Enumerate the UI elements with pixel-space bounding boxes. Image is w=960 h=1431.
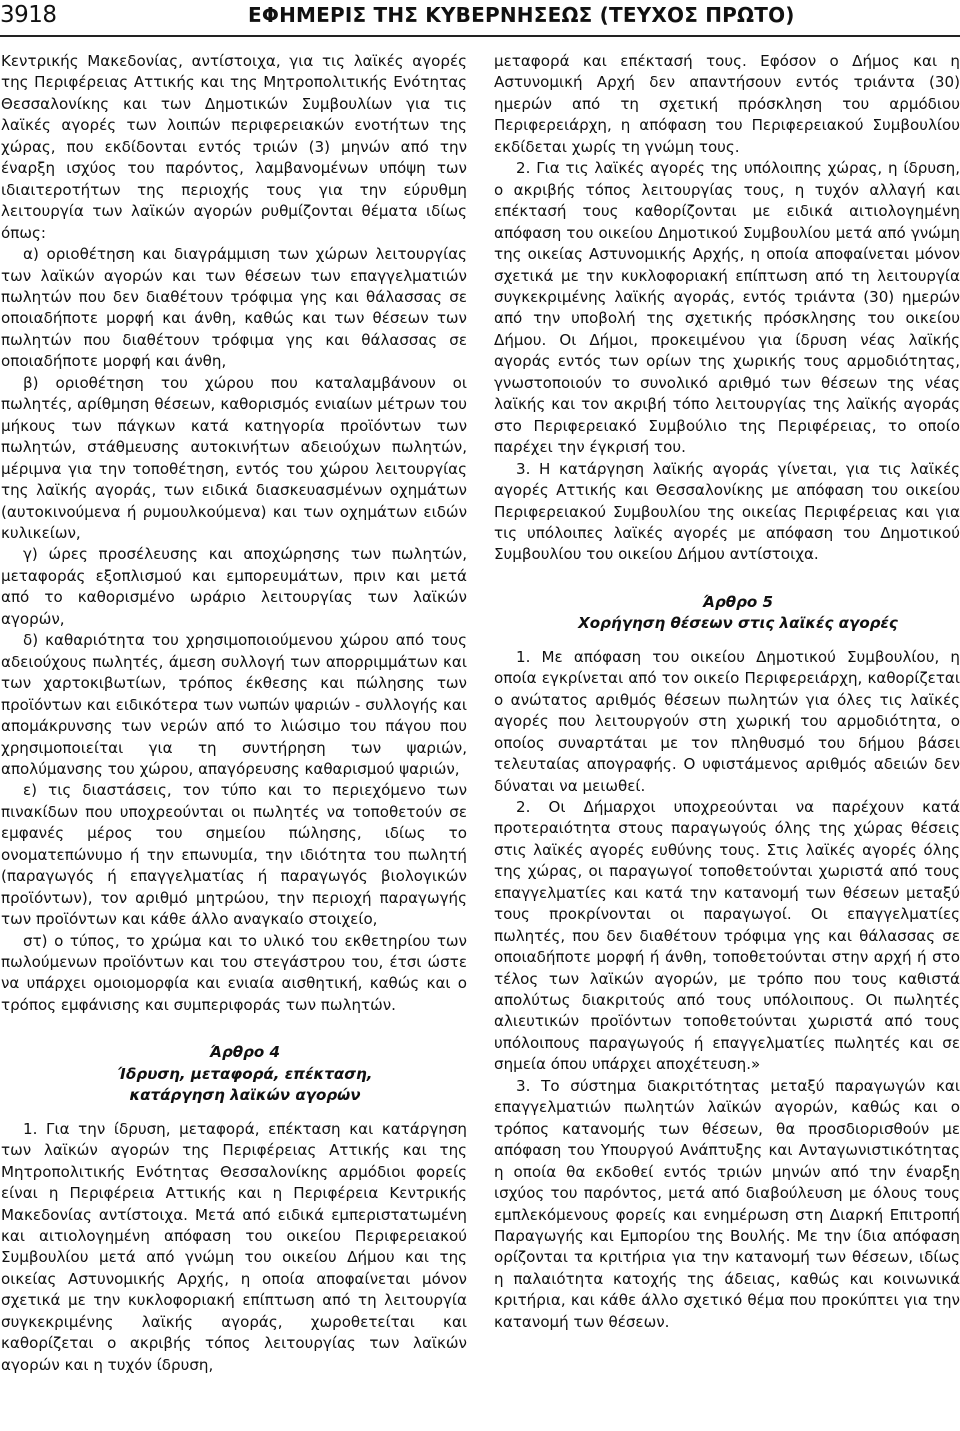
spacer: [1, 1107, 467, 1119]
page-number: 3918: [0, 2, 57, 28]
article-5-paragraph-2: 2. Οι Δήμαρχοι υποχρεούνται να παρέχουν κατά προτεραιότητα στους παραγωγούς όλης της χώρας θέσεις στις λαϊκές αγορές ευθύνης τους. Στις λαϊκές αγορές όλης της χώρας, οι παραγωγοί τοποθετούνται χωριστά από τους επαγγελματίες και κατά την κατανομή των θέσεων μεταξύ τους προκρίνονται οι παραγωγοί. Οι επαγγελματίες πωλητές, που δεν διαθέτουν τρόφιμα γης και θάλασσας σε οποιαδήποτε μορφή ή άνθη, τοποθετούνται στην αρχή ή στο τέλος των λαϊκών αγορών, με τρόπο που τους καθιστά απολύτως διακριτούς από τους υπόλοιπους. Οι πωλητές αλιευτικών προϊόντων τοποθετούνται χωριστά από τους υπόλοιπους παραγωγούς ή επαγγελματίες πωλητές και σε σημεία όπου υπάρχει αποχέτευση.»: [494, 797, 960, 1074]
article-4-paragraph-3: 3. Η κατάργηση λαϊκής αγοράς γίνεται, για τις λαϊκές αγορές Αττικής και Θεσσαλονίκης με απόφαση του οικείου Περιφερειακού Συμβουλίου της οικείας Περιφέρειας και για τις υπόλοιπες λαϊκές αγορές με απόφαση του Δημοτικού Συμβουλίου του οικείου Δήμου αντίστοιχα.: [494, 459, 960, 564]
paragraph-item-b: β) οριοθέτηση του χώρου που καταλαμβάνουν οι πωλητές, αρίθμηση θέσεων, καθορισμός ενιαίων μέτρων του μήκους των πάγκων κατά κατηγορία προϊόντων των πωλητών, στάθμευσης αυτοκινήτων αδειούχων πωλητών, μέριμνα για την τοποθέτηση, εντός του χώρου λειτουργίας της λαϊκής αγοράς, των ειδικά διασκευασμένων οχημάτων (αυτοκινούμενα ή ρυμουλκούμενα) και των οχημάτων ειδών κυλικείων,: [1, 373, 467, 542]
paragraph-continuation: μεταφορά και επέκτασή τους. Εφόσον ο Δήμος και η Αστυνομική Αρχή δεν απαντήσουν εντός τριάντα (30) ημερών από τη σχετική πρόσκληση του αρμόδιου Περιφερειάρχη, η απόφαση του Περιφερειακού Συμβουλίου εκδίδεται χωρίς τη γνώμη τους.: [494, 52, 960, 156]
spacer: [1, 1016, 467, 1042]
article-5-title: Χορήγηση θέσεων στις λαϊκές αγορές: [578, 614, 898, 633]
page-header: [0, 0, 960, 36]
paragraph-item-st: στ) ο τύπος, το χρώμα και το υλικό του εκθετηρίου των πωλούμενων προϊόντων και του στεγάστρου του, έτσι ώστε να υπάρχει ομοιομορφία και ενιαία αισθητική, καθώς και ο τρόπος εμφάνισης και συμπεριφοράς των πωλητών.: [1, 931, 467, 1014]
article-4-paragraph-1: 1. Για την ίδρυση, μεταφορά, επέκταση και κατάργηση των λαϊκών αγορών της Περιφέρειας Αττικής και της Μητροπολιτικής Ενότητας Θεσσαλονίκης αρμόδιοι φορείς είναι η Περιφέρεια Αττικής και η Περιφέρεια Κεντρικής Μακεδονίας αντίστοιχα. Μετά από ειδικά εμπεριστατωμένη και αιτιολογημένη απόφαση του οικείου Περιφερειακού Συμβουλίου μετά από γνώμη του οικείου Δήμου και της οικείας Αστυνομικής Αρχής, η οποία αποφαίνεται μόνον σχετικά με την κυκλοφοριακή επίπτωση από τη λειτουργία συγκεκριμένης λαϊκής αγοράς, χωροθετείται και καθορίζεται ο ακριβής τόπος λειτουργίας των λαϊκών αγορών και η τυχόν ίδρυση,: [1, 1119, 467, 1374]
header-rule: [0, 35, 960, 37]
article-4-number: Άρθρο 4: [209, 1043, 281, 1062]
article-4-title-line1: Ίδρυση, μεταφορά, επέκταση,: [117, 1064, 373, 1083]
article-5-number: Άρθρο 5: [702, 592, 774, 611]
paragraph-item-d: δ) καθαριότητα του χρησιμοποιούμενου χώρου από τους αδειούχους πωλητές, άμεση συλλογή των απορριμμάτων και των χαρτοκιβωτίων, τρόπος έκθεσης και πώλησης των προϊόντων και ειδικότερα των νωπών ψαριών - συλλογής και απομάκρυνσης των νερών από το λιώσιμο του πάγου που χρησιμοποιείται για τη συντήρηση των ψαριών, απολύμανσης του χώρου, απαγόρευσης καθαρισμού ψαριών,: [1, 631, 467, 778]
paragraph-intro: Κεντρικής Μακεδονίας, αντίστοιχα, για τις λαϊκές αγορές της Περιφέρειας Αττικής και της Μητροπολιτικής Ενότητας Θεσσαλονίκης και των Δημοτικών Συμβουλίων για τις λαϊκές αγορές των λοιπών περιφερειακών ενοτήτων της χώρας, που εκδίδονται εντός τριών (3) μηνών από την έναρξη ισχύος του παρόντος, λαμβανομένων υπόψη των ιδιαιτεροτήτων της περιοχής τους για την εύρυθμη λειτουργία των λαϊκών αγορών ρυθμίζονται θέματα ιδίως όπως:: [1, 52, 467, 242]
gazette-title: ΕΦΗΜΕΡΙΣ ΤΗΣ ΚΥΒΕΡΝΗΣΕΩΣ (ΤΕΥΧΟΣ ΠΡΩΤΟ): [248, 3, 795, 27]
article-5-paragraph-1: 1. Με απόφαση του οικείου Δημοτικού Συμβουλίου, η οποία εγκρίνεται από τον οικείο Περιφερειάρχη, καθορίζεται ο ανώτατος αριθμός θέσεων πωλητών για όλες τις λαϊκές αγορές που λειτουργούν στη χωρική του αρμοδιότητα, ο οποίος συναρτάται με τον πληθυσμό του δήμου βάσει τελευταίας απογραφής. Ο υφιστάμενος αριθμός αδειών δεν δύναται να μειωθεί.: [494, 647, 960, 795]
right-column: [494, 51, 960, 1333]
paragraph-item-e: ε) τις διαστάσεις, τον τύπο και το περιεχόμενο των πινακίδων που υποχρεούνται οι πωλητές να τοποθετούν σε εμφανές μέρος του σημείου πώλησης, ιδίως το ονοματεπώνυμο ή την επωνυμία, την ιδιότητα του πωλητή (παραγωγός ή επαγγελματίας ή παραγωγός βιολογικών προϊόντων), τον αριθμό μητρώου, την περιοχή παραγωγής των προϊόντων και κάθε άλλο αναγκαίο στοιχείο,: [1, 781, 467, 929]
paragraph-item-a: α) οριοθέτηση και διαγράμμιση των χώρων λειτουργίας των λαϊκών αγορών και των θέσεων των επαγγελματιών πωλητών που δεν διαθέτουν τρόφιμα γης και θάλασσας σε οποιαδήποτε μορφή και άνθη, καθώς και των θέσεων των πωλητών που διαθέτουν τρόφιμα γης και θάλασσας σε οποιαδήποτε μορφή και άνθη,: [1, 245, 467, 371]
left-column: [1, 51, 467, 1376]
article-5-paragraph-3: 3. Το σύστημα διακριτότητας μεταξύ παραγωγών και επαγγελματιών πωλητών λαϊκών αγορών, καθώς και ο τρόπος κατανομής των θέσεων, θα προσδιορισθούν με απόφαση του Υπουργού Ανάπτυξης και Ανταγωνιστικότητας η οποία θα εκδοθεί εντός τριών μηνών από την έναρξη ισχύος του παρόντος, μετά από διαβούλευση με όλους τους εμπλεκόμενους φορείς και ενημέρωση στη Διαρκή Επιτροπή Παραγωγής και Εμπορίου της Βουλής. Με την ίδια απόφαση ορίζονται τα κριτήρια για την κατανομή των θέσεων, ιδίως η παλαιότητα κατοχής της άδειας, καθώς και κοινωνικά κριτήρια, και κάθε άλλο σχετικό θέμα που προκύπτει για την κατανομή των θέσεων.: [494, 1076, 960, 1331]
article-4-paragraph-2: 2. Για τις λαϊκές αγορές της υπόλοιπης χώρας, η ίδρυση, ο ακριβής τόπος λειτουργίας τους, η τυχόν αλλαγή και επέκτασή τους καθορίζονται με ειδικά αιτιολογημένη απόφαση του οικείου Δημοτικού Συμβουλίου μετά από γνώμη της οικείας Αστυνομικής Αρχής, η οποία αποφαίνεται μόνον σχετικά με την κυκλοφοριακή επίπτωση από τη λειτουργία συγκεκριμένης λαϊκής αγοράς, εντός τριάντα (30) ημερών από την υποβολή της σχετικής πρόσκλησης του οικείου Δήμου. Οι Δήμοι, προκειμένου για ίδρυση νέας λαϊκής αγοράς εντός των ορίων της χωρικής τους αρμοδιότητας, γνωστοποιούν το συνολικό αριθμό των θέσεων της νέας λαϊκής και τον ακριβή τόπο λειτουργίας της λαϊκής αγοράς στο Περιφερειακό Συμβούλιο της Περιφέρειας, το οποίο παρέχει την έγκρισή του.: [494, 159, 960, 457]
spacer: [494, 635, 960, 647]
article-4-title-line2: κατάργηση λαϊκών αγορών: [129, 1086, 361, 1105]
paragraph-item-c: γ) ώρες προσέλευσης και αποχώρησης των πωλητών, μεταφοράς εξοπλισμού και εμπορευμάτων, πριν και μετά από το καθορισμένο ωράριο λειτουργίας των λαϊκών αγορών,: [1, 545, 467, 628]
spacer: [494, 566, 960, 592]
